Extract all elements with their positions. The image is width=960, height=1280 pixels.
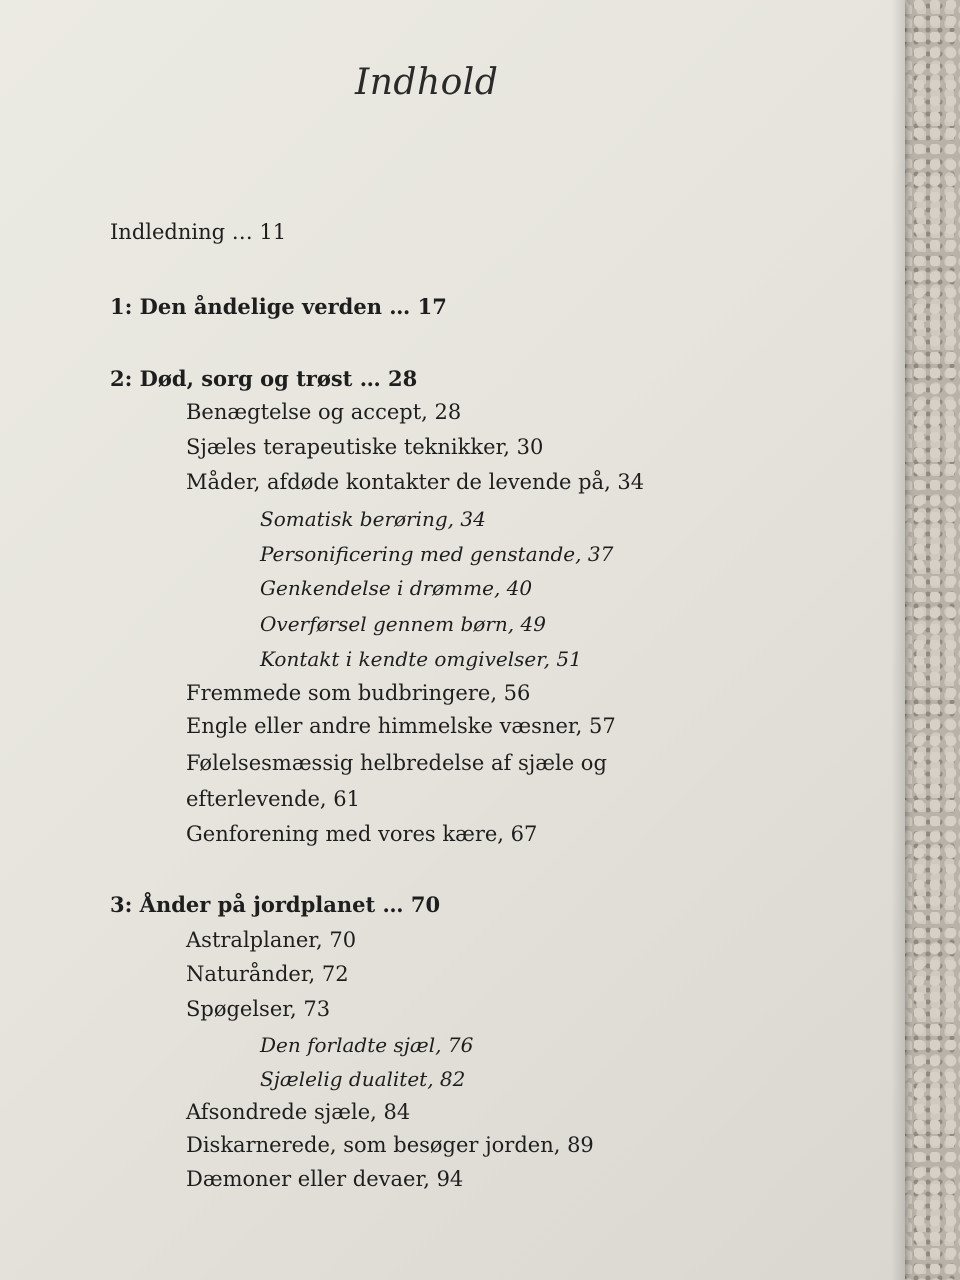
toc-item: Sjæles terapeutiske teknikker, 30 xyxy=(186,435,544,459)
toc-item: Diskarnerede, som besøger jorden, 89 xyxy=(186,1133,594,1157)
toc-subitem: Personificering med genstande, 37 xyxy=(260,542,614,566)
toc-chapter-2: 2: Død, sorg og trøst … 28 xyxy=(110,366,418,391)
toc-chapter-3: 3: Ånder på jordplanet … 70 xyxy=(110,892,441,917)
toc-subitem: Sjælelig dualitet, 82 xyxy=(260,1067,466,1091)
carpet-background xyxy=(898,0,960,1280)
toc-item: Astralplaner, 70 xyxy=(186,928,357,952)
toc-subitem: Somatisk berøring, 34 xyxy=(260,507,486,531)
page-title: Indhold xyxy=(355,62,499,103)
toc-subitem: Overførsel gennem børn, 49 xyxy=(260,612,546,636)
toc-item: Genforening med vores kære, 67 xyxy=(186,822,538,846)
toc-subitem: Kontakt i kendte omgivelser, 51 xyxy=(260,647,582,671)
toc-subitem: Genkendelse i drømme, 40 xyxy=(260,576,533,600)
toc-item: Måder, afdøde kontakter de levende på, 34 xyxy=(186,470,645,494)
toc-item: Fremmede som budbringere, 56 xyxy=(186,681,531,705)
toc-item: Spøgelser, 73 xyxy=(186,997,331,1021)
toc-item: Engle eller andre himmelske væsner, 57 xyxy=(186,714,616,738)
toc-item: Dæmoner eller devaer, 94 xyxy=(186,1167,464,1191)
toc-entry-introduction: Indledning … 11 xyxy=(110,220,287,244)
toc-item: Benægtelse og accept, 28 xyxy=(186,400,462,424)
toc-subitem: Den forladte sjæl, 76 xyxy=(260,1033,474,1057)
toc-item: Følelsesmæssig helbredelse af sjæle og xyxy=(186,751,607,775)
toc-item-continuation: efterlevende, 61 xyxy=(186,787,361,811)
toc-item: Naturånder, 72 xyxy=(186,962,349,986)
toc-chapter-1: 1: Den åndelige verden … 17 xyxy=(110,294,447,319)
toc-item: Afsondrede sjæle, 84 xyxy=(186,1100,411,1124)
